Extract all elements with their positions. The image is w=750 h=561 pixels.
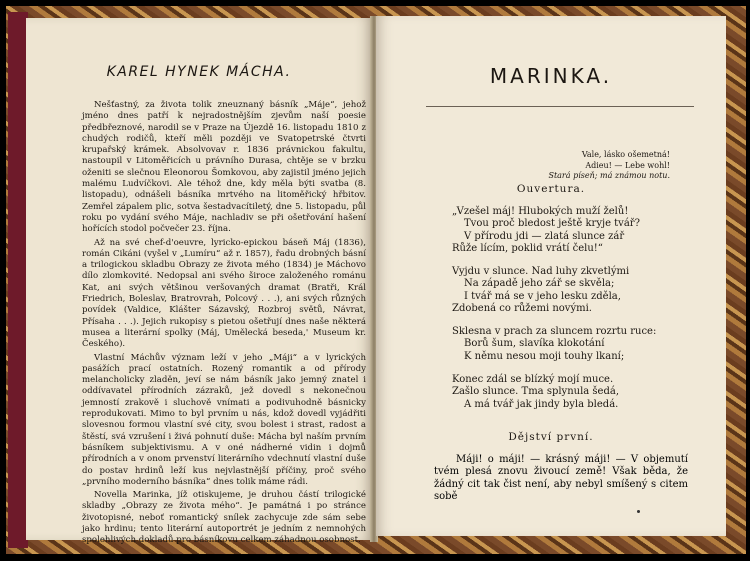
verse-line: Zdobená co růžemi novými. <box>452 302 592 314</box>
verse-line: V přírodu jdi — zlatá slunce zář <box>464 230 625 242</box>
book-spine-edge <box>8 12 28 548</box>
stanza <box>452 374 619 411</box>
verse-line: Zašlo slunce. Tma splynula šedá, <box>452 386 620 398</box>
epigraph-line: Adieu! — Lebe wohl! <box>585 160 670 170</box>
verse-line: Na západě jeho zář se skvěla; <box>464 278 615 290</box>
epigraph-source: Stará píseň; má známou notu. <box>548 171 670 180</box>
stanza <box>452 206 640 255</box>
biography-text <box>82 100 366 547</box>
verse-line: Tvou proč bledost ještě kryje tvář? <box>464 218 640 230</box>
verse-line: K němu nesou moji touhy lkaní; <box>464 350 625 362</box>
verse-line: Borů šum, slavíka klokotání <box>464 338 605 350</box>
verse-line: I tvář má se v jeho lesku zděla, <box>464 290 621 302</box>
overture-heading: Ouvertura. <box>516 183 586 195</box>
title-rule <box>426 106 694 107</box>
verse-line: Sklesna v prach za sluncem rozrtu ruce: <box>452 326 657 337</box>
paragraph: Vlastní Máchův význam leží v jeho „Máji“ a v lyrických pasážích prací ostatních. Rozený romantik a od přírody melancholicky zladěn, jeví se nám básník jako jemný znatel i oddívavatel přírodních zázraků, jež dovedl s nekonečnou jemností zrakově i sluchově vnímati a podivuhodně básnicky reprodukovati. Mimo to byl prvním u nás, kdož dovedl vyjádřiti slovesnou formou vlastní své city, svou bolest i strast, radost a štěstí, svá vzrušení i živá pohnutí duše: Mácha byl naším prvním básníkem subjektivismu. A v oné nádherné vidin i dojmů přírodních a v onom prvenství literárního vdechnutí vlastní duše do postav hrdinů leží kus nejvlastnější příčiny, proč svého „prvního moderního básníka“ dnes tolik máme rádi. <box>82 352 366 487</box>
left-page <box>26 18 372 546</box>
verse-line: „Vzešel máj! Hlubokých muží želů! <box>452 206 629 217</box>
act-heading: Dějství první. <box>508 431 594 443</box>
stanza <box>452 326 656 363</box>
epigraph-line: Vale, lásko ošemetná! <box>581 150 670 159</box>
paragraph: Máji! o máji! — krásný máji! — V objemutí tvém plesá znovu živoucí země! Však běda, že žádný cit tak čist není, aby nebyl smíšený s citem sobě <box>434 454 688 502</box>
stanza <box>452 266 629 315</box>
paragraph: Novella Marinka, jíž otiskujeme, je druhou částí trilogické skladby „Obrazy ze života mého“. Je památná i po stránce životopisné, neboť romantický snílek zachycuje zde sám sebe jako hrdinu; tento literární autoportrét je jedním z nemnohých spolehlivých dokladů pro básníkovu celkem záhadnou osobnost. <box>82 490 366 546</box>
verse-line: Růže lícím, poklid vrátí čelu!“ <box>452 242 603 254</box>
paragraph: Až na své chef-d'oeuvre, lyricko-epickou báseň Máj (1836), román Cikáni (vyšel v „Lumíru“ až r. 1857), řadu drobných básní a trilogickou skladbu Obrazy ze života mého (1834) je Máchovo dílo zlomkovité. Nedopsal ani svého široce založeného románu Kat, ani svých většinou veršovaných dramat (Bratři, Král Friedrich, Boleslav, Bratrovrah, Polcový . . .), ani svých různých povídek (Valdice, Klášter Sázavský, Rozbroj světů, Návrat, Přísaha . . .). Jejich rukopisy s pietou ošetřují dnes naše některá musea a literární spolky (Máj, Umělecká beseda,' Museum kr. Českého). <box>82 237 366 350</box>
prose-text <box>434 454 688 503</box>
epigraph <box>548 150 670 182</box>
ink-speck <box>637 510 640 513</box>
paragraph: Nešťastný, za života tolik zneuznaný básník „Máje“, jehož jméno dnes patří k nejradostnějším zjevům naší poesie předbřeznové, narodil se v Praze na Újezdě 16. listopadu 1810 z chudých rodičů, kteří měli později ve Svatopetrské čtvrti krupařský krámek. Absolvovav r. 1836 právnickou fakultu, nastoupil v Litoměřicích u právního Durasa, chtěje se v brzku oženiti se slečnou Eleonorou Šomkovou, aby zajistil jméno jejich malému Ludvíčkovi. Ale téhož dne, kdy měla býti svatba (8. listopadu), odnášeli básníka mrtvého na litoměřický hřbitov. Zemřel zápalem plic, sotva šestadvacítiletý, dne 5. listopadu, půl roku po vydání svého Máje, nachladiv se při ošetřování hašení hořících stodol počvečer 23. října. <box>82 100 366 235</box>
chapter-title: MARINKA. <box>489 64 613 88</box>
verse-line: Konec zdál se blízký mojí muce. <box>452 374 614 385</box>
verse-line: Vyjdu v slunce. Nad luhy zkvetlými <box>452 266 630 277</box>
verse-line: A má tvář jak jindy byla bledá. <box>464 398 619 410</box>
author-heading: KAREL HYNEK MÁCHA. <box>106 64 292 80</box>
